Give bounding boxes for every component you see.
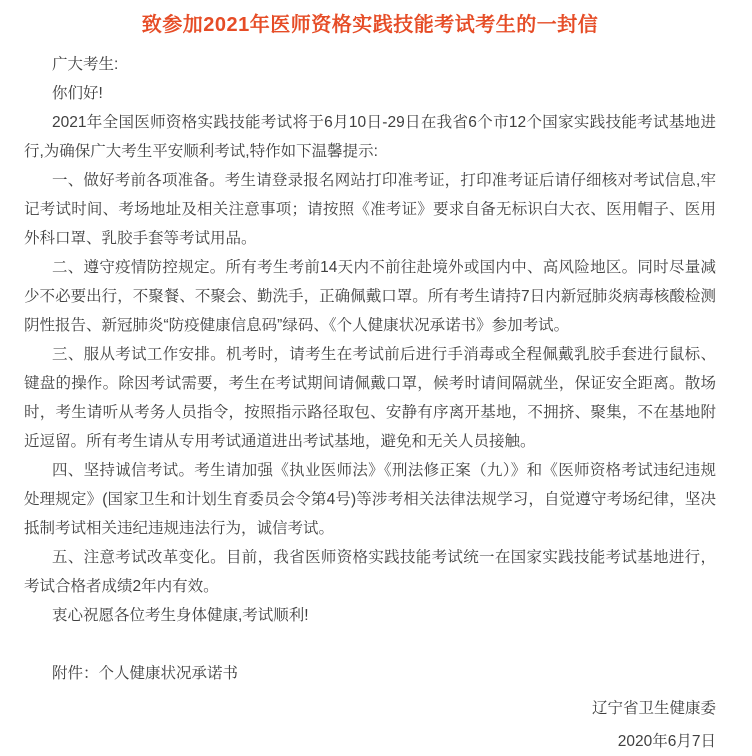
notice-paragraph-1: 一、做好考前各项准备。考生请登录报名网站打印准考证，打印准考证后请仔细核对考试信息,牢记考试时间、考场地址及相关注意事项；请按照《准考证》要求自备无标识白大衣、医用帽子、医用外科口罩、乳胶手套等考试用品。 bbox=[24, 172, 716, 247]
notice-paragraph-5: 五、注意考试改革变化。目前，我省医师资格实践技能考试统一在国家实践技能考试基地进行，考试合格者成绩2年内有效。 bbox=[24, 549, 716, 595]
salutation: 广大考生: bbox=[52, 56, 119, 73]
greeting: 你们好! bbox=[52, 85, 103, 102]
closing-wish: 衷心祝愿各位考生身体健康,考试顺利! bbox=[52, 607, 309, 624]
issuer-signature: 辽宁省卫生健康委 bbox=[591, 700, 716, 717]
issue-date: 2020年6月7日 bbox=[617, 733, 716, 750]
intro-paragraph: 2021年全国医师资格实践技能考试将于6月10日-29日在我省6个市12个国家实践技能考试基地进行,为确保广大考生平安顺利考试,特作如下温馨提示: bbox=[24, 114, 716, 160]
letter-body bbox=[24, 50, 716, 756]
notice-paragraph-4: 四、坚持诚信考试。考生请加强《执业医师法》《刑法修正案（九）》和《医师资格考试违纪违规处理规定》(国家卫生和计划生育委员会令第4号)等涉考相关法律法规学习，自觉遵守考场纪律，坚决抵制考试相关违纪违规违法行为，诚信考试。 bbox=[24, 462, 716, 537]
letter-title: 致参加2021年医师资格实践技能考试考生的一封信 bbox=[141, 14, 599, 36]
attachment-line: 附件：个人健康状况承诺书 bbox=[52, 665, 239, 682]
notice-paragraph-2: 二、遵守疫情防控规定。所有考生考前14天内不前往赴境外或国内中、高风险地区。同时尽量减少不必要出行，不聚餐、不聚会、勤洗手，正确佩戴口罩。所有考生请持7日内新冠肺炎病毒核酸检测阴性报告、新冠肺炎“防疫健康信息码”绿码、《个人健康状况承诺书》参加考试。 bbox=[24, 259, 716, 334]
notice-paragraph-3: 三、服从考试工作安排。机考时，请考生在考试前后进行手消毒或全程佩戴乳胶手套进行鼠标、键盘的操作。除因考试需要，考生在考试期间请佩戴口罩，候考时请间隔就坐，保证安全距离。散场时，考生请听从考务人员指令，按照指示路径取包、安静有序离开基地，不拥挤、聚集，不在基地附近逗留。所有考生请从专用考试通道进出考试基地，避免和无关人员接触。 bbox=[24, 346, 716, 450]
